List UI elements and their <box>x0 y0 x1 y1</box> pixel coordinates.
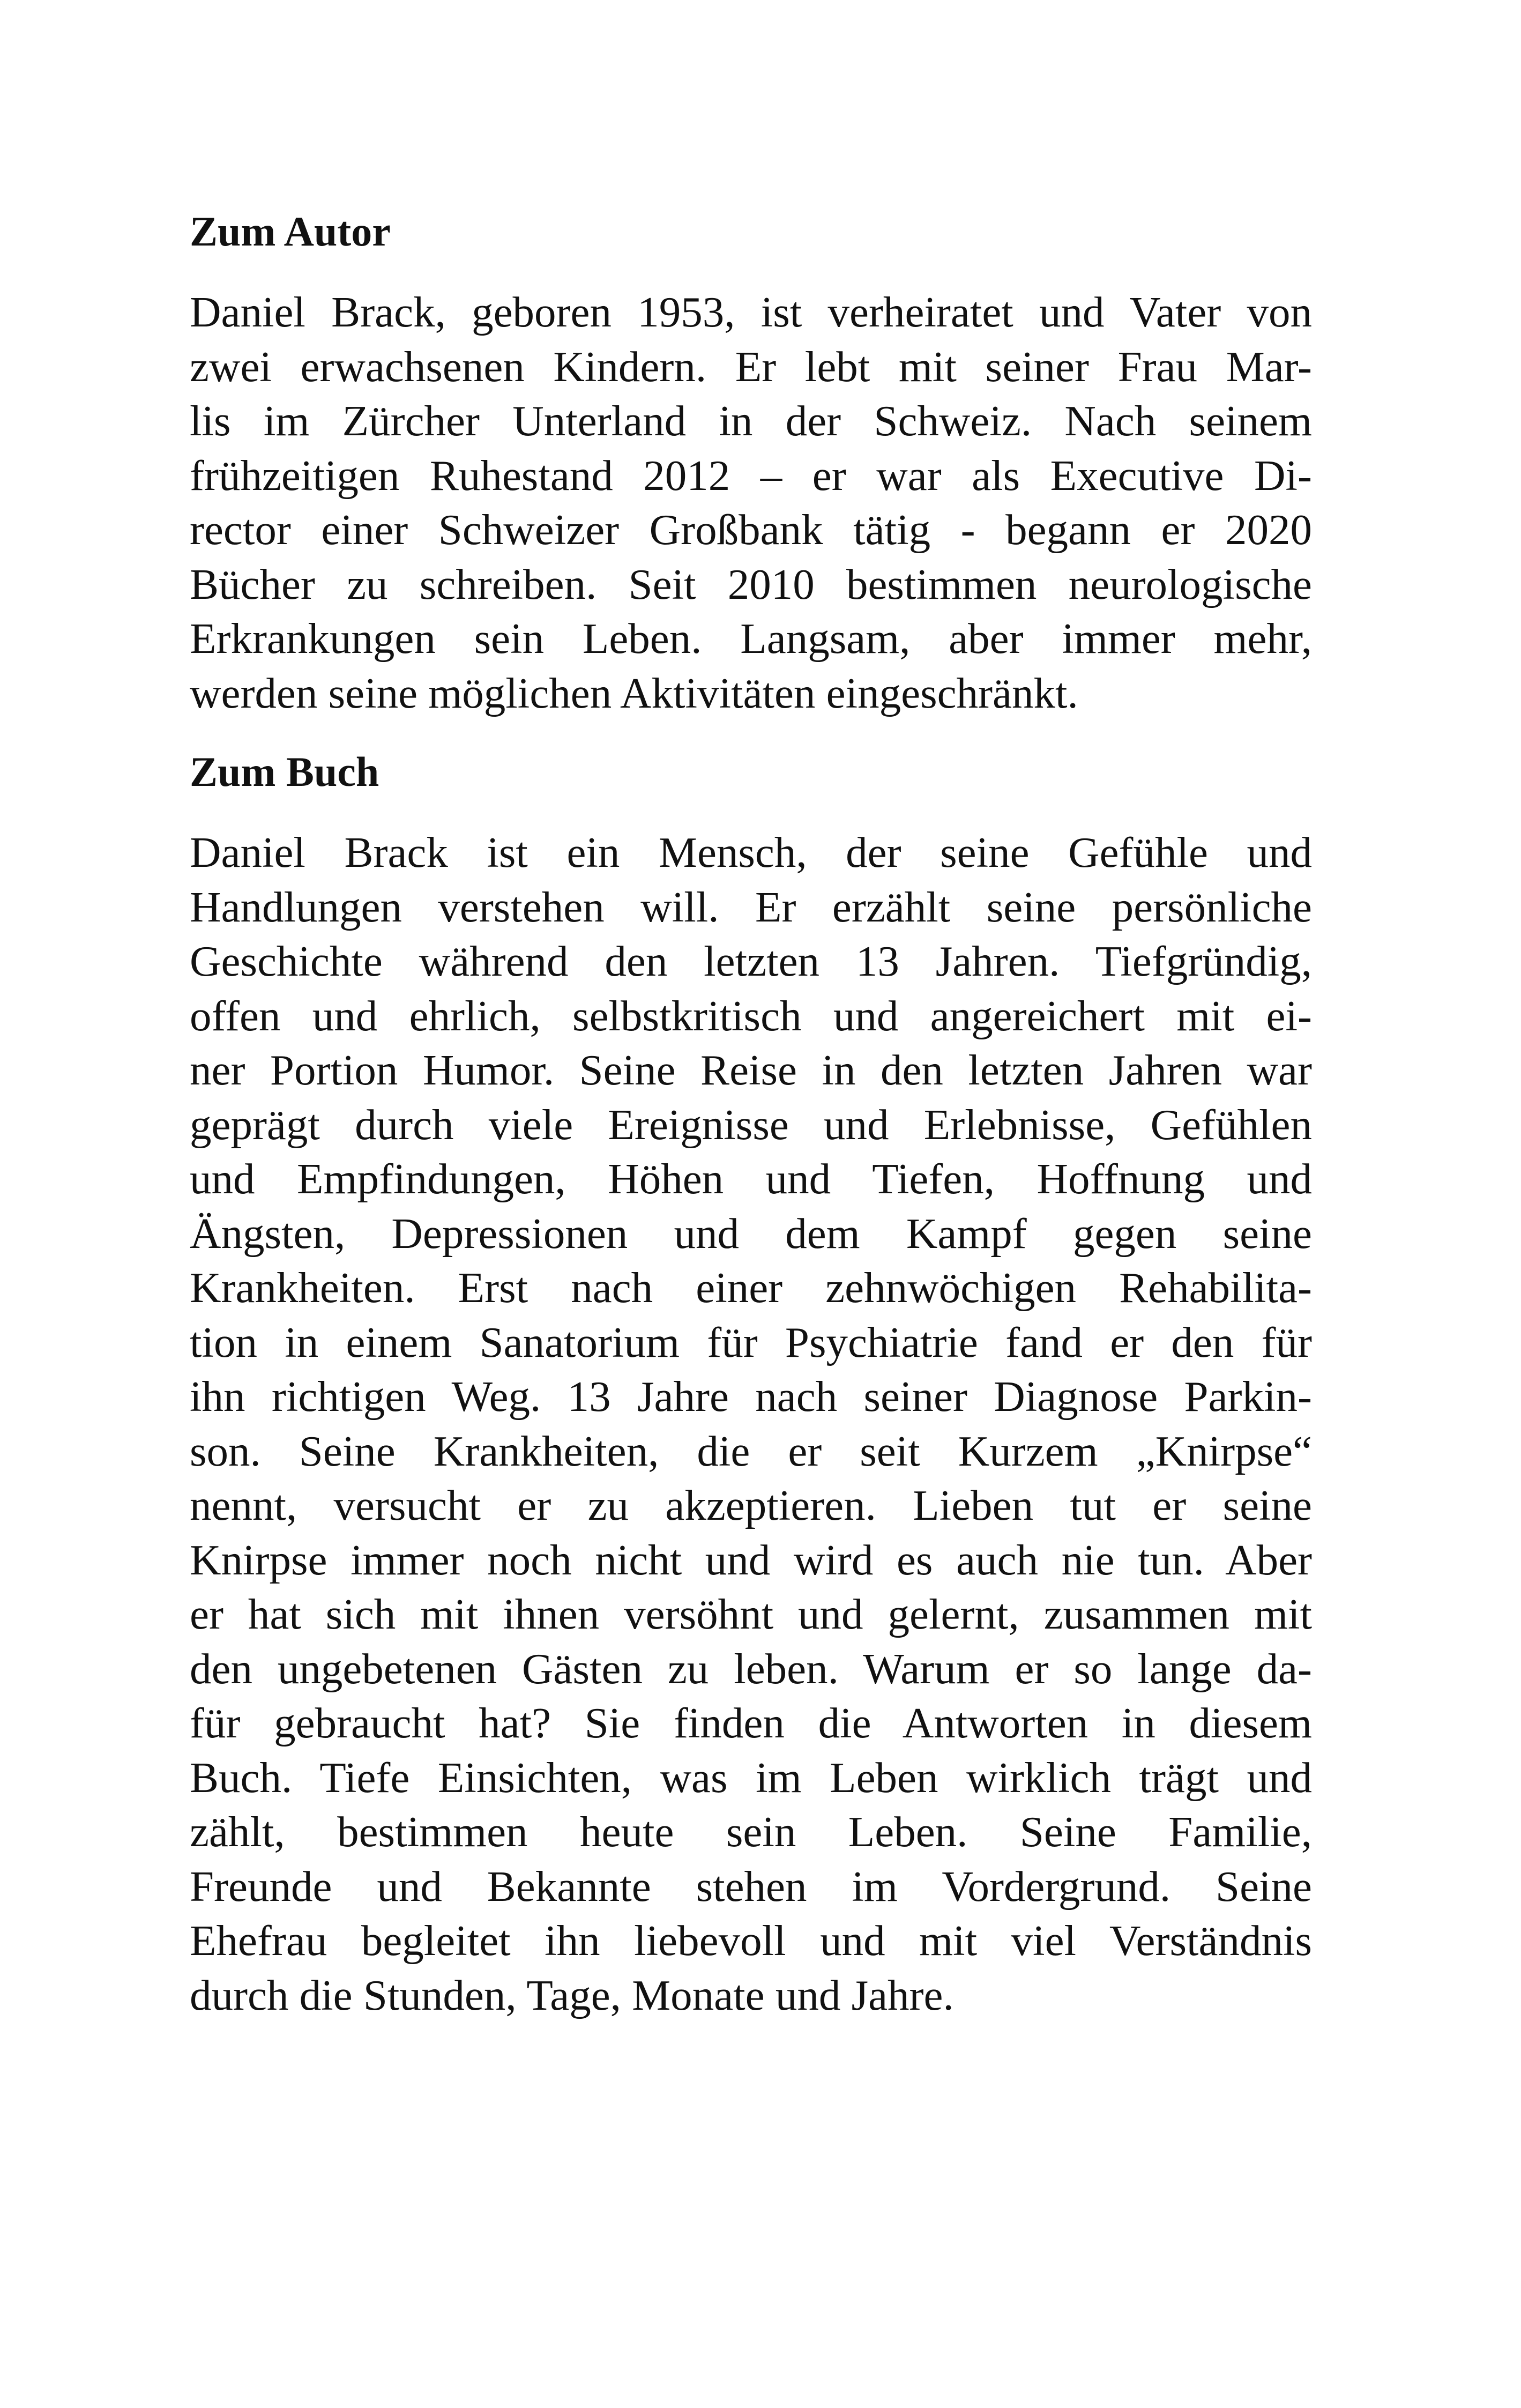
book-line: Buch. Tiefe Einsichten, was im Leben wirklich trägt und <box>190 1753 1312 1802</box>
book-line: son. Seine Krankheiten, die er seit Kurzem „Knirpse“ <box>190 1426 1312 1475</box>
book-line: und Empfindungen, Höhen und Tiefen, Hoffnung und <box>190 1155 1312 1203</box>
book-line: Handlungen verstehen will. Er erzählt seine persönliche <box>190 882 1312 931</box>
author-line: frühzeitigen Ruhestand 2012 – er war als Executive Di- <box>190 451 1312 500</box>
book-line: zählt, bestimmen heute sein Leben. Seine Familie, <box>190 1808 1312 1856</box>
page-content <box>190 204 1312 2023</box>
spacer <box>190 720 1312 744</box>
spacer <box>190 259 1312 285</box>
author-line: rector einer Schweizer Großbank tätig - begann er 2020 <box>190 506 1312 554</box>
book-line: den ungebetenen Gästen zu leben. Warum er so lange da- <box>190 1644 1312 1693</box>
book-line: tion in einem Sanatorium für Psychiatrie fand er den für <box>190 1318 1312 1366</box>
book-line: Freunde und Bekannte stehen im Vordergrund. Seine <box>190 1862 1312 1911</box>
book-line: ner Portion Humor. Seine Reise in den letzten Jahren war <box>190 1046 1312 1094</box>
book-line: Geschichte während den letzten 13 Jahren. Tiefgründig, <box>190 937 1312 985</box>
book-line: geprägt durch viele Ereignisse und Erlebnisse, Gefühlen <box>190 1100 1312 1149</box>
author-heading: Zum Autor <box>190 208 391 255</box>
author-line: Erkrankungen sein Leben. Langsam, aber immer mehr, <box>190 614 1312 663</box>
author-line: Bücher zu schreiben. Seit 2010 bestimmen neurologische <box>190 560 1312 608</box>
book-line: durch die Stunden, Tage, Monate und Jahre. <box>190 1971 954 2019</box>
author-line: lis im Zürcher Unterland in der Schweiz. Nach seinem <box>190 397 1312 445</box>
book-heading: Zum Buch <box>190 748 379 795</box>
book-line: Knirpse immer noch nicht und wird es auch nie tun. Aber <box>190 1535 1312 1584</box>
author-line: zwei erwachsenen Kindern. Er lebt mit seiner Frau Mar- <box>190 342 1312 391</box>
book-line: Ängsten, Depressionen und dem Kampf gegen seine <box>190 1209 1312 1258</box>
book-paragraph <box>190 826 1312 2023</box>
book-line: er hat sich mit ihnen versöhnt und gelernt, zusammen mit <box>190 1590 1312 1638</box>
spacer <box>190 800 1312 826</box>
book-line: nennt, versucht er zu akzeptieren. Lieben tut er seine <box>190 1481 1312 1529</box>
book-line: Krankheiten. Erst nach einer zehnwöchigen Rehabilita- <box>190 1264 1312 1312</box>
book-line: Ehefrau begleitet ihn liebevoll und mit viel Verständnis <box>190 1916 1312 1965</box>
author-line: werden seine möglichen Aktivitäten eingeschränkt. <box>190 668 1078 717</box>
book-line: offen und ehrlich, selbstkritisch und angereichert mit ei- <box>190 991 1312 1040</box>
author-paragraph <box>190 285 1312 720</box>
book-line: für gebraucht hat? Sie finden die Antworten in diesem <box>190 1699 1312 1747</box>
book-line: Daniel Brack ist ein Mensch, der seine Gefühle und <box>190 828 1312 876</box>
book-line: ihn richtigen Weg. 13 Jahre nach seiner Diagnose Parkin- <box>190 1372 1312 1421</box>
author-line: Daniel Brack, geboren 1953, ist verheiratet und Vater von <box>190 288 1312 336</box>
